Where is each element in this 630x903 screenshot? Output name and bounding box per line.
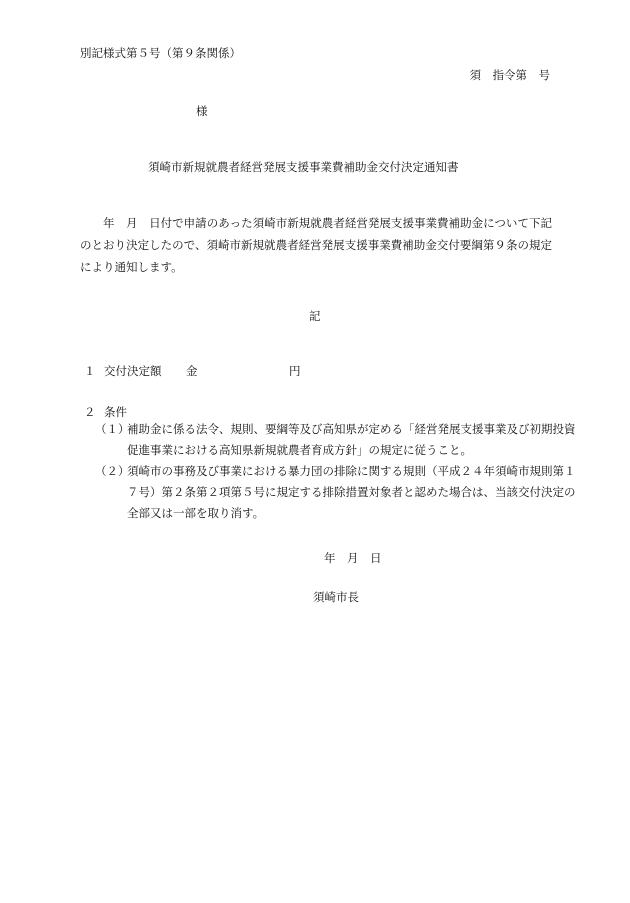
item1-unit: 円 [289,364,301,378]
item1-prefix: 金 [186,364,198,378]
condition-1-text: 補助金に係る法令、規則、要綱等及び高知県が定める「経営発展支援事業及び初期投資促進事業における高知県新規就農者育成方針」の規定に従うこと。 [127,422,576,457]
item2-label: 条件 [104,405,127,419]
document-title: 須崎市新規就農者経営発展支援事業費補助金交付決定通知書 [148,160,459,174]
form-label: 別記様式第５号（第９条関係） [80,46,241,60]
body-paragraph: 年 月 日付で申請のあった須崎市新規就農者経営発展支援事業費補助金について下記のとおり決定したので、須崎市新規就農者経営発展支援事業費補助金交付要綱第９条の規定により通知します。 [80,216,552,274]
ki-heading: 記 [309,309,321,323]
document-number: 須 指令第 号 [469,68,550,82]
footer-date: 年 月 日 [324,551,382,565]
condition-2-number: （２） [95,464,130,478]
condition-1-number: （１） [95,422,130,436]
item2-number: ２ [84,405,96,419]
issuer: 須崎市長 [313,590,359,604]
condition-2-text: 須崎市の事務及び事業における暴力団の排除に関する規則（平成２４年須崎市規則第１７号）第２条第２項第５号に規定する排除措置対象者と認めた場合は、当該交付決定の全部又は一部を取り消す。 [127,464,576,520]
item1-number: １ [84,364,96,378]
item1-label: 交付決定額 [104,364,162,378]
addressee-honorific: 様 [196,104,208,118]
